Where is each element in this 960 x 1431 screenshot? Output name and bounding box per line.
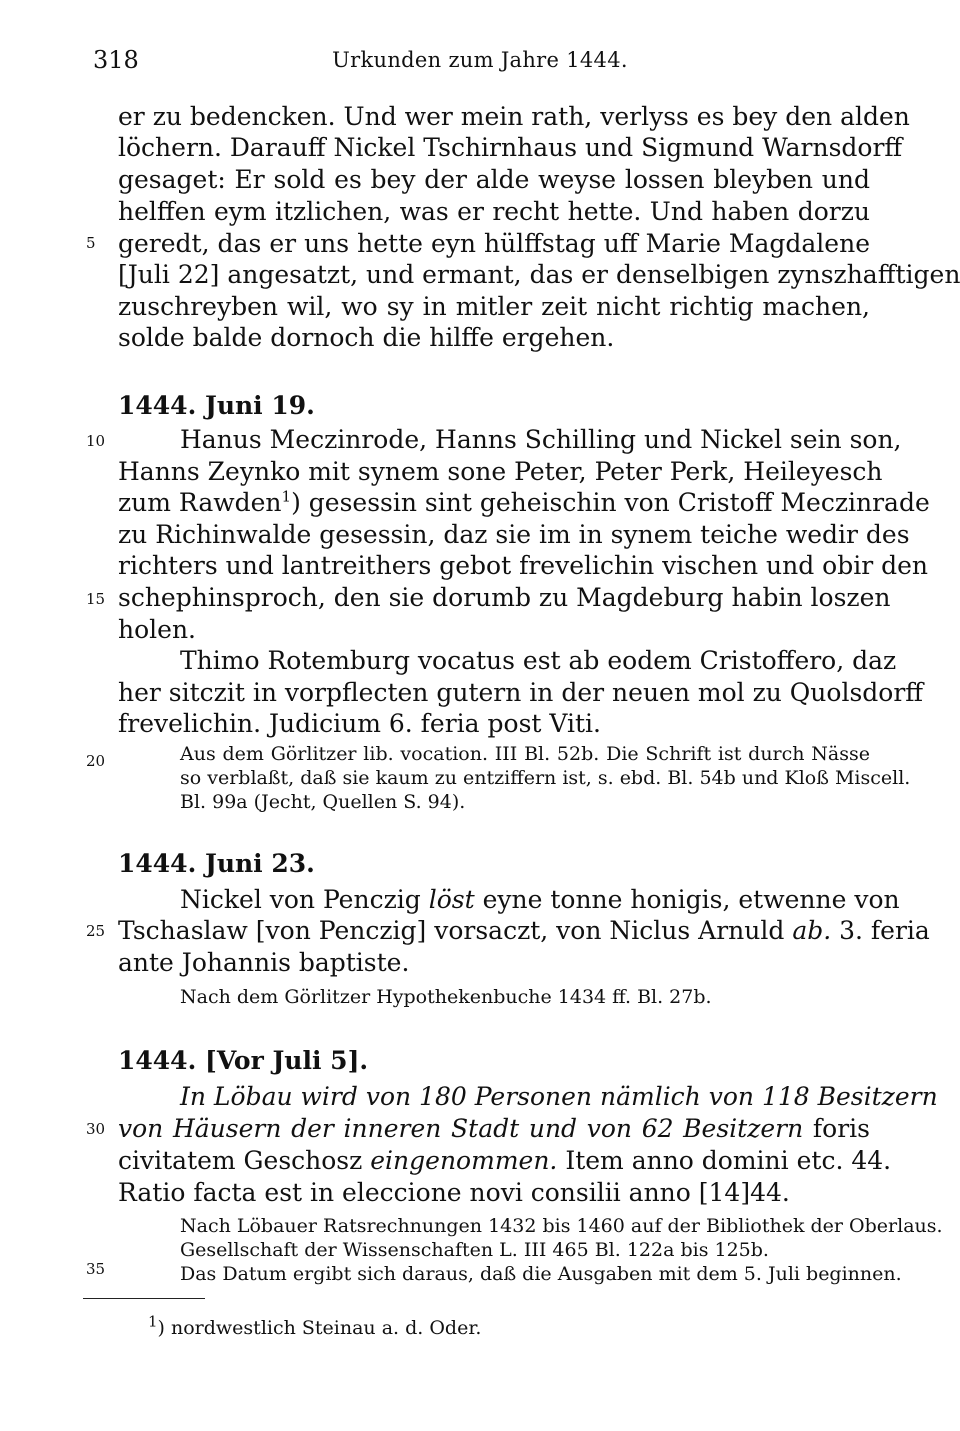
text-line: Tschaslaw [von Penczig] vorsaczt, von Niclus Arnuld ab. 3. feria [118, 916, 930, 945]
date-note: Das Datum ergibt sich daraus, daß die Ausgaben mit dem 5. Juli beginnen. [180, 1263, 902, 1285]
page-number: 318 [93, 46, 139, 74]
text-line: Hanns Zeynko mit synem sone Peter, Peter Perk, Heileyesch [118, 457, 883, 486]
entry-heading: 1444. Juni 23. [118, 849, 315, 878]
text-line: In Löbau wird von 180 Personen nämlich von 118 Besitzern [180, 1082, 938, 1111]
line-number: 35 [86, 1260, 106, 1278]
text-line: schephinsproch, den sie dorumb zu Magdeburg habin loszen [118, 583, 891, 612]
line-number: 25 [86, 922, 106, 940]
text-line: [Juli 22] angesatzt, und ermant, das er denselbigen zynszhafftigen [118, 260, 960, 289]
text-line: frevelichin. Judicium 6. feria post Viti. [118, 709, 601, 738]
source-note: Nach dem Görlitzer Hypothekenbuche 1434 ff. Bl. 27b. [180, 986, 712, 1008]
line-number: 30 [86, 1120, 106, 1138]
source-note: Aus dem Görlitzer lib. vocation. III Bl. 52b. Die Schrift ist durch Nässe [180, 743, 870, 765]
text-line: her sitczit in vorpflecten gutern in der neuen mol zu Quolsdorff [118, 678, 924, 707]
source-note: Gesellschaft der Wissenschaften L. III 465 Bl. 122a bis 125b. [180, 1239, 769, 1261]
text-line: zum Rawden$^1$) gesessin sint geheischin von Cristoff Meczinrade [118, 487, 930, 517]
text-line: von Häusern der inneren Stadt und von 62 Besitzern foris [118, 1114, 870, 1143]
text-line: zuschreyben wil, wo sy in mitler zeit nicht richtig machen, [118, 292, 870, 321]
line-number: 15 [86, 590, 106, 608]
text-line: Hanus Meczinrode, Hanns Schilling und Nickel sein son, [180, 425, 902, 454]
text-line: richters und lantreithers gebot frevelichin vischen und obir den [118, 551, 929, 580]
text-line: er zu bedencken. Und wer mein rath, verlyss es bey den alden [118, 102, 910, 131]
line-number: 20 [86, 752, 106, 770]
source-note: Nach Löbauer Ratsrechnungen 1432 bis 1460 auf der Bibliothek der Oberlaus. [180, 1215, 943, 1237]
text-line: löchern. Darauff Nickel Tschirnhaus und Sigmund Warnsdorff [118, 133, 903, 162]
text-line: Nickel von Penczig löst eyne tonne honigis, etwenne von [180, 885, 900, 914]
text-line: zu Richinwalde gesessin, daz sie im in synem teiche wedir des [118, 520, 910, 549]
text-line: gesaget: Er sold es bey der alde weyse lossen bleyben und [118, 165, 870, 194]
line-number: 5 [86, 234, 96, 252]
line-number: 10 [86, 432, 106, 450]
footnote-marker: 1 [148, 1312, 158, 1331]
source-note: Bl. 99a (Jecht, Quellen S. 94). [180, 791, 466, 813]
text-line: helffen eym itzlichen, was er recht hette. Und haben dorzu [118, 197, 870, 226]
entry-heading: 1444. Juni 19. [118, 391, 315, 420]
text-line: holen. [118, 615, 196, 644]
text-line: Ratio facta est in eleccione novi consilii anno [14]44. [118, 1178, 790, 1207]
text-line: solde balde dornoch die hilffe ergehen. [118, 323, 615, 352]
footnote: $^1$) nordwestlich Steinau a. d. Oder. [148, 1312, 482, 1339]
text-line: civitatem Geschosz eingenommen. Item anno domini etc. 44. [118, 1146, 892, 1175]
entry-heading: 1444. [Vor Juli 5]. [118, 1046, 369, 1075]
text-line: Thimo Rotemburg vocatus est ab eodem Cristoffero, daz [180, 646, 897, 675]
running-title: Urkunden zum Jahre 1444. [332, 48, 628, 72]
source-note: so verblaßt, daß sie kaum zu entziffern ist, s. ebd. Bl. 54b und Kloß Miscell. [180, 767, 911, 789]
footnote-ref: 1 [281, 487, 292, 506]
text-line: geredt, das er uns hette eyn hülffstag uff Marie Magdalene [118, 229, 870, 258]
text-line: ante Johannis baptiste. [118, 948, 410, 977]
footnote-divider [83, 1298, 205, 1299]
